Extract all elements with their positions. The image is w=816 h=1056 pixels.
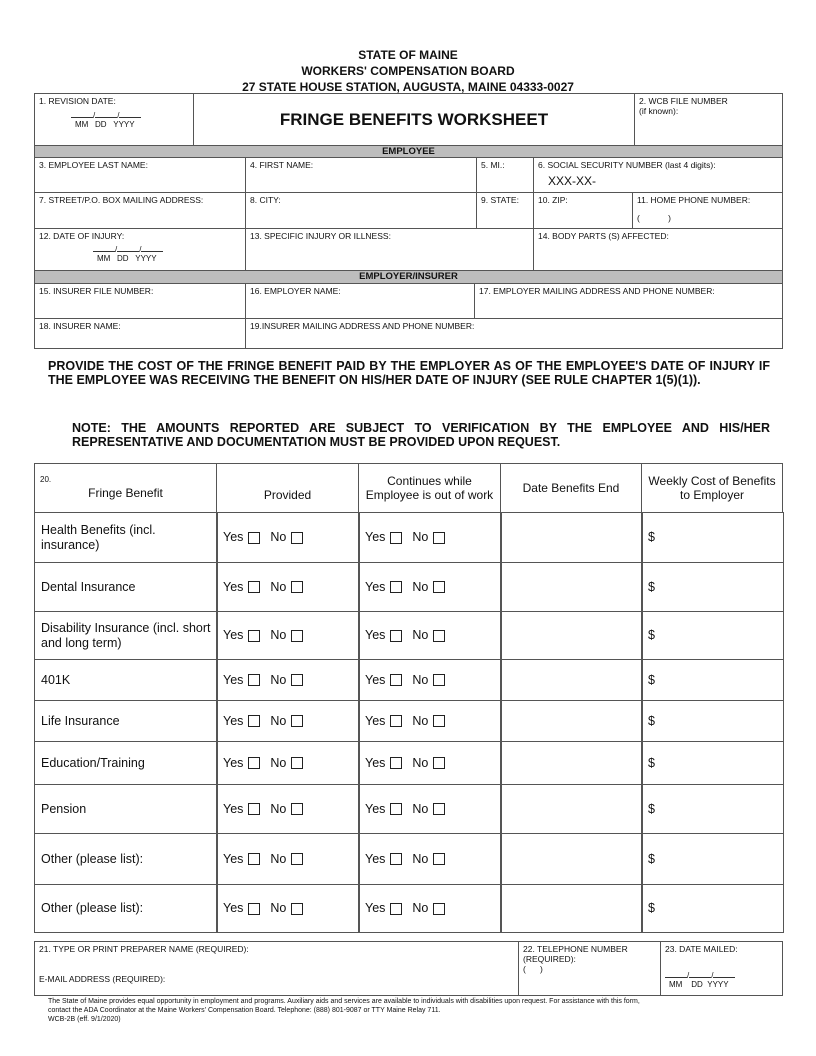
dollar-sign: $ xyxy=(648,851,655,866)
yes-checkbox[interactable] xyxy=(390,674,402,686)
yes-checkbox[interactable] xyxy=(390,532,402,544)
provided-options[interactable] xyxy=(216,659,360,701)
preparer-name-label: 21. TYPE OR PRINT PREPARER NAME (REQUIRED): xyxy=(39,944,249,954)
yes-checkbox[interactable] xyxy=(248,674,260,686)
benefit-name: Health Benefits (incl. insurance) xyxy=(34,512,218,563)
no-checkbox[interactable] xyxy=(433,853,445,865)
date-benefits-end-input[interactable] xyxy=(500,784,643,834)
no-label: No xyxy=(270,755,287,770)
yes-checkbox[interactable] xyxy=(390,903,402,915)
yes-label: Yes xyxy=(365,672,386,687)
yes-label: Yes xyxy=(365,801,386,816)
employee-last-name-field[interactable]: 3. EMPLOYEE LAST NAME: xyxy=(34,157,246,193)
continues-options[interactable] xyxy=(358,512,502,563)
footer-form-id: WCB-2B (eff. 9/1/2020) xyxy=(48,1016,121,1023)
benefit-name: Other (please list): xyxy=(34,833,218,885)
no-label: No xyxy=(412,672,429,687)
no-label: No xyxy=(270,628,287,642)
provided-options[interactable] xyxy=(216,784,360,834)
weekly-cost-input[interactable] xyxy=(641,562,784,612)
note-text: NOTE: THE AMOUNTS REPORTED ARE SUBJECT TO VERIFICATION BY THE EMPLOYEE AND HIS/HER REPRESENTATIVE AND DOCUMENTATION MUST BE PROVIDED UPON REQUEST. xyxy=(72,421,770,449)
continues-options[interactable] xyxy=(358,659,502,701)
employee-section-header: EMPLOYEE xyxy=(34,145,783,158)
insurer-file-number-field[interactable]: 15. INSURER FILE NUMBER: xyxy=(34,283,246,319)
dollar-sign: $ xyxy=(648,901,655,915)
yes-checkbox[interactable] xyxy=(248,757,260,769)
no-label: No xyxy=(412,901,429,915)
yes-checkbox[interactable] xyxy=(248,853,260,865)
header-continues: Continues while Employee is out of work xyxy=(358,463,501,513)
insurer-name-field[interactable]: 18. INSURER NAME: xyxy=(34,318,246,349)
no-checkbox[interactable] xyxy=(433,581,445,593)
yes-checkbox[interactable] xyxy=(248,903,260,915)
no-label: No xyxy=(270,801,287,816)
benefit-name: Other (please list): xyxy=(34,884,218,933)
yes-checkbox[interactable] xyxy=(390,715,402,727)
yes-label: Yes xyxy=(223,851,244,866)
no-checkbox[interactable] xyxy=(291,757,303,769)
specific-injury-field[interactable]: 13. SPECIFIC INJURY OR ILLNESS: xyxy=(245,228,534,271)
yes-checkbox[interactable] xyxy=(390,581,402,593)
yes-checkbox[interactable] xyxy=(248,630,260,642)
provided-options[interactable] xyxy=(216,833,360,885)
form-title: FRINGE BENEFITS WORKSHEET xyxy=(193,93,635,146)
no-checkbox[interactable] xyxy=(291,715,303,727)
header-board: WORKERS' COMPENSATION BOARD xyxy=(301,64,515,78)
dollar-sign: $ xyxy=(648,713,655,728)
yes-label: Yes xyxy=(365,851,386,866)
no-checkbox[interactable] xyxy=(291,674,303,686)
no-checkbox[interactable] xyxy=(291,903,303,915)
weekly-cost-input[interactable] xyxy=(641,512,784,563)
no-label: No xyxy=(270,672,287,687)
employer-address-field[interactable]: 17. EMPLOYER MAILING ADDRESS AND PHONE NUMBER: xyxy=(474,283,783,319)
date-of-injury-field[interactable] xyxy=(34,228,246,271)
no-label: No xyxy=(412,579,429,594)
yes-checkbox[interactable] xyxy=(248,803,260,815)
no-label: No xyxy=(412,801,429,816)
date-mailed-label: 23. DATE MAILED: xyxy=(665,944,738,954)
header-fringe-benefit xyxy=(34,463,217,513)
weekly-cost-input[interactable] xyxy=(641,611,784,660)
weekly-cost-input[interactable] xyxy=(641,741,784,785)
yes-label: Yes xyxy=(223,755,244,770)
header-label: Fringe Benefit xyxy=(88,486,163,500)
header-state: STATE OF MAINE xyxy=(358,48,458,62)
continues-options[interactable] xyxy=(358,562,502,612)
no-label: No xyxy=(412,755,429,770)
yes-label: Yes xyxy=(365,713,386,728)
yes-checkbox[interactable] xyxy=(390,757,402,769)
dollar-sign: $ xyxy=(648,672,655,687)
date-benefits-end-input[interactable] xyxy=(500,884,643,933)
mi-field[interactable]: 5. MI.: xyxy=(476,157,534,193)
date-benefits-end-input[interactable] xyxy=(500,741,643,785)
continues-options[interactable] xyxy=(358,884,502,933)
yes-label: Yes xyxy=(365,628,386,642)
provided-options[interactable] xyxy=(216,741,360,785)
footer-equal-opportunity: The State of Maine provides equal opportunity in employment and programs. Auxiliary aids and services are available to individuals with disabilities upon request. For assistance with this form, xyxy=(48,998,640,1005)
continues-options[interactable] xyxy=(358,833,502,885)
wcb-file-label: 2. WCB FILE NUMBER xyxy=(639,96,728,106)
weekly-cost-input[interactable] xyxy=(641,659,784,701)
ssn-field[interactable] xyxy=(533,157,783,193)
preparer-name-field[interactable] xyxy=(34,941,519,996)
yes-label: Yes xyxy=(365,755,386,770)
provided-options[interactable] xyxy=(216,512,360,563)
date-mailed-field[interactable] xyxy=(660,941,783,996)
yes-label: Yes xyxy=(223,801,244,816)
yes-label: Yes xyxy=(223,672,244,687)
no-label: No xyxy=(412,713,429,728)
weekly-cost-input[interactable] xyxy=(641,700,784,742)
dollar-sign: $ xyxy=(648,628,655,642)
header-address: 27 STATE HOUSE STATION, AUGUSTA, MAINE 04333-0027 xyxy=(242,80,574,94)
provided-options[interactable] xyxy=(216,611,360,660)
no-label: No xyxy=(270,901,287,915)
doi-label: 12. DATE OF INJURY: xyxy=(39,231,125,241)
revision-date-placeholder: / / MM DD YYYY xyxy=(71,107,141,129)
employer-section-header: EMPLOYER/INSURER xyxy=(34,270,783,284)
no-checkbox[interactable] xyxy=(291,630,303,642)
yes-label: Yes xyxy=(223,579,244,594)
no-checkbox[interactable] xyxy=(433,532,445,544)
no-label: No xyxy=(270,530,287,544)
yes-checkbox[interactable] xyxy=(390,630,402,642)
no-label: No xyxy=(270,851,287,866)
continues-options[interactable] xyxy=(358,611,502,660)
date-mailed-placeholder: / / MM DD YYYY xyxy=(665,967,735,989)
ssn-prefix: XXX-XX- xyxy=(548,174,597,188)
date-benefits-end-input[interactable] xyxy=(500,700,643,742)
yes-checkbox[interactable] xyxy=(390,853,402,865)
benefit-name: Disability Insurance (incl. short and long term) xyxy=(34,611,218,660)
no-checkbox[interactable] xyxy=(433,715,445,727)
weekly-cost-input[interactable] xyxy=(641,833,784,885)
home-phone-field[interactable] xyxy=(632,192,783,229)
continues-options[interactable] xyxy=(358,700,502,742)
date-benefits-end-input[interactable] xyxy=(500,562,643,612)
weekly-cost-input[interactable] xyxy=(641,884,784,933)
zip-field[interactable]: 10. ZIP: xyxy=(533,192,633,229)
city-field[interactable]: 8. CITY: xyxy=(245,192,477,229)
yes-checkbox[interactable] xyxy=(248,581,260,593)
benefit-name: Pension xyxy=(34,784,218,834)
yes-checkbox[interactable] xyxy=(248,532,260,544)
ssn-label: 6. SOCIAL SECURITY NUMBER (last 4 digits): xyxy=(538,160,716,170)
dollar-sign: $ xyxy=(648,579,655,594)
field-number: 20. xyxy=(40,475,52,484)
insurer-address-field[interactable]: 19.INSURER MAILING ADDRESS AND PHONE NUMBER: xyxy=(245,318,783,349)
continues-options[interactable] xyxy=(358,741,502,785)
date-benefits-end-input[interactable] xyxy=(500,611,643,660)
provided-options[interactable] xyxy=(216,884,360,933)
email-label: E-MAIL ADDRESS (REQUIRED): xyxy=(39,974,166,984)
preparer-phone-parens: ( ) xyxy=(523,964,543,974)
date-benefits-end-input[interactable] xyxy=(500,659,643,701)
first-name-field[interactable]: 4. FIRST NAME: xyxy=(245,157,477,193)
no-checkbox[interactable] xyxy=(433,757,445,769)
benefit-name: 401K xyxy=(34,659,218,701)
provided-options[interactable] xyxy=(216,562,360,612)
no-label: No xyxy=(412,851,429,866)
instructions-text: PROVIDE THE COST OF THE FRINGE BENEFIT PAID BY THE EMPLOYER AS OF THE EMPLOYEE'S DATE OF INJURY IF THE EMPLOYEE WAS RECEIVING THE BENEFIT ON HIS/HER DATE OF INJURY (SEE RULE CHAPTER 1(5)(1)). xyxy=(48,359,770,387)
doi-date-placeholder: / / MM DD YYYY xyxy=(93,241,163,263)
yes-checkbox[interactable] xyxy=(248,715,260,727)
state-field[interactable]: 9. STATE: xyxy=(476,192,534,229)
no-checkbox[interactable] xyxy=(291,853,303,865)
benefit-name: Dental Insurance xyxy=(34,562,218,612)
home-phone-label: 11. HOME PHONE NUMBER: xyxy=(637,195,751,205)
header-provided: Provided xyxy=(216,463,359,513)
date-benefits-end-input[interactable] xyxy=(500,512,643,563)
yes-label: Yes xyxy=(223,713,244,728)
no-checkbox[interactable] xyxy=(433,903,445,915)
header-weekly-cost: Weekly Cost of Benefits to Employer xyxy=(641,463,783,513)
benefit-name: Education/Training xyxy=(34,741,218,785)
no-checkbox[interactable] xyxy=(433,803,445,815)
wcb-file-sublabel: (if known): xyxy=(639,106,679,116)
dollar-sign: $ xyxy=(648,801,655,816)
yes-label: Yes xyxy=(365,530,386,544)
preparer-phone-field[interactable] xyxy=(518,941,661,996)
no-label: No xyxy=(270,713,287,728)
dollar-sign: $ xyxy=(648,755,655,770)
employer-name-field[interactable]: 16. EMPLOYER NAME: xyxy=(245,283,475,319)
dollar-sign: $ xyxy=(648,530,655,544)
no-checkbox[interactable] xyxy=(291,532,303,544)
no-label: No xyxy=(412,530,429,544)
no-checkbox[interactable] xyxy=(291,581,303,593)
yes-label: Yes xyxy=(365,901,386,915)
yes-label: Yes xyxy=(223,628,244,642)
no-label: No xyxy=(412,628,429,642)
yes-label: Yes xyxy=(365,579,386,594)
yes-label: Yes xyxy=(223,530,244,544)
wcb-file-number-field[interactable] xyxy=(634,93,783,146)
no-label: No xyxy=(270,579,287,594)
preparer-phone-label: 22. TELEPHONE NUMBER (REQUIRED): xyxy=(523,944,628,964)
header-date-end: Date Benefits End xyxy=(500,463,642,513)
date-benefits-end-input[interactable] xyxy=(500,833,643,885)
revision-date-field[interactable] xyxy=(34,93,194,146)
footer-ada-contact: contact the ADA Coordinator at the Maine Workers' Compensation Board. Telephone: (888) 801-9087 or TTY Maine Relay 711. xyxy=(48,1007,441,1014)
benefit-name: Life Insurance xyxy=(34,700,218,742)
yes-checkbox[interactable] xyxy=(390,803,402,815)
revision-date-label: 1. REVISION DATE: xyxy=(39,96,116,106)
yes-label: Yes xyxy=(223,901,244,915)
no-checkbox[interactable] xyxy=(433,630,445,642)
continues-options[interactable] xyxy=(358,784,502,834)
body-parts-field[interactable]: 14. BODY PARTS (S) AFFECTED: xyxy=(533,228,783,271)
provided-options[interactable] xyxy=(216,700,360,742)
no-checkbox[interactable] xyxy=(291,803,303,815)
home-phone-parens: ( ) xyxy=(637,213,671,223)
street-address-field[interactable]: 7. STREET/P.O. BOX MAILING ADDRESS: xyxy=(34,192,246,229)
no-checkbox[interactable] xyxy=(433,674,445,686)
weekly-cost-input[interactable] xyxy=(641,784,784,834)
